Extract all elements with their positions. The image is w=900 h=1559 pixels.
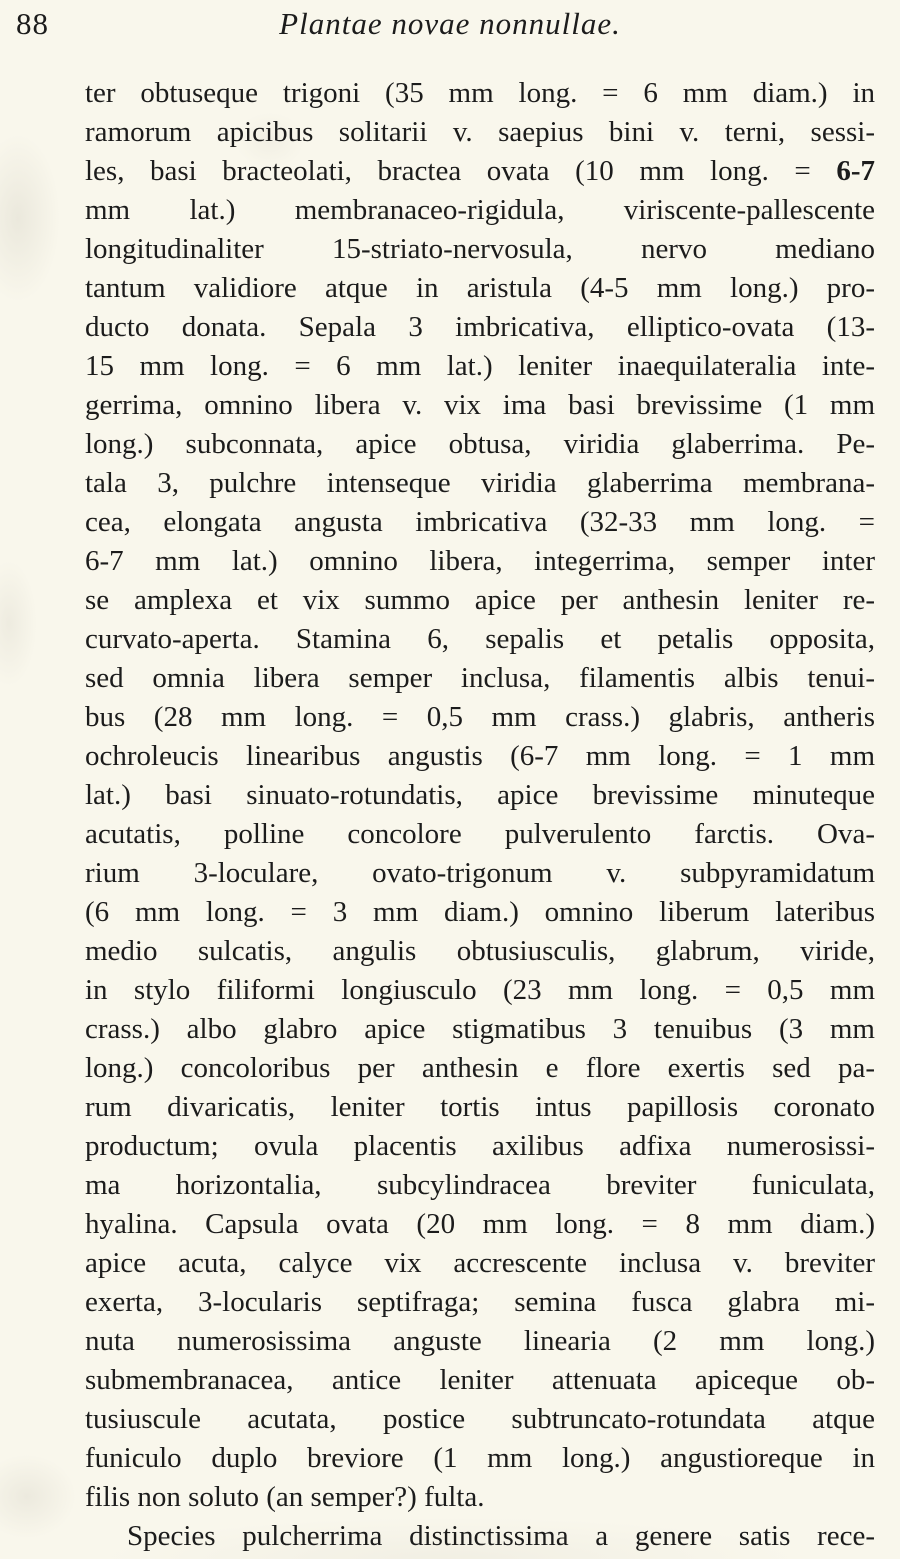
text-line: apice acuta, calyce vix accrescente inclusa v. breviter (85, 1247, 875, 1279)
text-line: 6-7 mm lat.) omnino libera, integerrima, semper inter (85, 545, 875, 577)
text-line: hyalina. Capsula ovata (20 mm long. = 8 mm diam.) (85, 1208, 875, 1240)
text-line: medio sulcatis, angulis obtusiusculis, glabrum, viride, (85, 935, 875, 967)
text-line: ochroleucis linearibus angustis (6-7 mm long. = 1 mm (85, 740, 875, 772)
text-line: tala 3, pulchre intenseque viridia glaberrima membrana- (85, 467, 875, 499)
text-line: Species pulcherrima distinctissima a genere satis rece- (127, 1520, 875, 1552)
page-body (85, 74, 875, 1556)
text-line: ter obtuseque trigoni (35 mm long. = 6 mm diam.) in (85, 77, 875, 109)
text-line: nuta numerosissima anguste linearia (2 mm long.) (85, 1325, 875, 1357)
text-line: rium 3-loculare, ovato-trigonum v. subpyramidatum (85, 857, 875, 889)
text-line: rum divaricatis, leniter tortis intus papillosis coronato (85, 1091, 875, 1123)
text-line: (6 mm long. = 3 mm diam.) omnino liberum lateribus (85, 896, 875, 928)
text-line: les, basi bracteolati, bractea ovata (10 mm long. = 6-7 (85, 155, 875, 187)
text-line: ma horizontalia, subcylindracea breviter funiculata, (85, 1169, 875, 1201)
text-line: funiculo duplo breviore (1 mm long.) angustioreque in (85, 1442, 875, 1474)
text-line: acutatis, polline concolore pulverulento farctis. Ova- (85, 818, 875, 850)
text-line: 15 mm long. = 6 mm lat.) leniter inaequilateralia inte- (85, 350, 875, 382)
text-line: bus (28 mm long. = 0,5 mm crass.) glabris, antheris (85, 701, 875, 733)
text-line: longitudinaliter 15-striato-nervosula, nervo mediano (85, 233, 875, 265)
text-line: crass.) albo glabro apice stigmatibus 3 tenuibus (3 mm (85, 1013, 875, 1045)
text-line: tantum validiore atque in aristula (4-5 mm long.) pro- (85, 272, 875, 304)
text-line: ramorum apicibus solitarii v. saepius bini v. terni, sessi- (85, 116, 875, 148)
text-line: lat.) basi sinuato-rotundatis, apice brevissime minuteque (85, 779, 875, 811)
text-line: long.) concoloribus per anthesin e flore exertis sed pa- (85, 1052, 875, 1084)
text-line: mm lat.) membranaceo-rigidula, viriscente-pallescente (85, 194, 875, 226)
text-line: productum; ovula placentis axilibus adfixa numerosissi- (85, 1130, 875, 1162)
text-line: se amplexa et vix summo apice per anthesin leniter re- (85, 584, 875, 616)
text-line: cea, elongata angusta imbricativa (32-33 mm long. = (85, 506, 875, 538)
text-line: gerrima, omnino libera v. vix ima basi brevissime (1 mm (85, 389, 875, 421)
text-line: long.) subconnata, apice obtusa, viridia glaberrima. Pe- (85, 428, 875, 460)
page-number: 88 (16, 6, 49, 41)
text-line: curvato-aperta. Stamina 6, sepalis et petalis opposita, (85, 623, 875, 655)
running-title: Plantae novae nonnullae. (279, 6, 621, 41)
text-line: ducto donata. Sepala 3 imbricativa, elliptico-ovata (13- (85, 311, 875, 343)
text-line: filis non soluto (an semper?) fulta. (85, 1481, 485, 1513)
text-line: tusiuscule acutata, postice subtruncato-rotundata atque (85, 1403, 875, 1435)
text-line: submembranacea, antice leniter attenuata apiceque ob- (85, 1364, 875, 1396)
text-line: exerta, 3-locularis septifraga; semina fusca glabra mi- (85, 1286, 875, 1318)
page-header (0, 0, 900, 44)
text-line: sed omnia libera semper inclusa, filamentis albis tenui- (85, 662, 875, 694)
text-line: in stylo filiformi longiusculo (23 mm long. = 0,5 mm (85, 974, 875, 1006)
